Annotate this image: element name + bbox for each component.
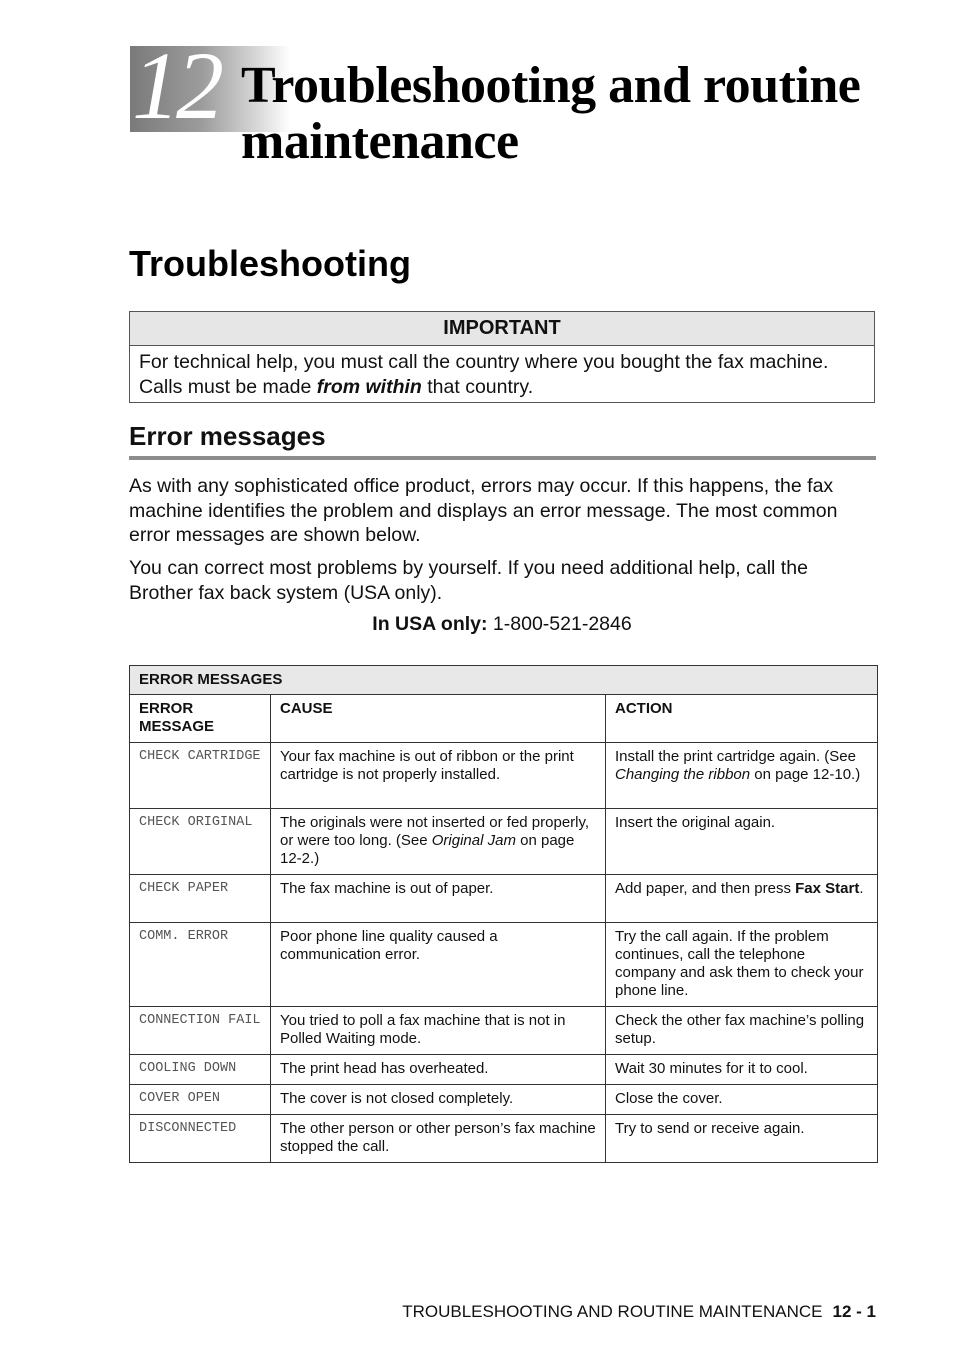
fax-start-key: Fax Start bbox=[795, 880, 860, 897]
error-cause: The fax machine is out of paper. bbox=[271, 875, 606, 923]
error-code: CONNECTION FAIL bbox=[130, 1007, 271, 1055]
table-row bbox=[130, 743, 878, 809]
col-header-action: ACTION bbox=[606, 695, 878, 743]
error-code: CHECK PAPER bbox=[130, 875, 271, 923]
cause-text-end: on page 12-2.) bbox=[280, 832, 575, 867]
error-action: Check the other fax machine’s polling setup. bbox=[606, 1007, 878, 1055]
error-messages-table bbox=[129, 665, 878, 1163]
usa-phone-line bbox=[0, 612, 954, 636]
error-code: COVER OPEN bbox=[130, 1085, 271, 1115]
error-action bbox=[606, 875, 878, 923]
cause-text-start: The originals were not inserted or fed properly, or were too long. (See bbox=[280, 814, 590, 849]
page-footer bbox=[402, 1301, 876, 1323]
error-action bbox=[606, 743, 878, 809]
error-code: CHECK ORIGINAL bbox=[130, 809, 271, 875]
action-emphasis: Changing the ribbon bbox=[615, 766, 751, 783]
error-cause: Your fax machine is out of ribbon or the print cartridge is not properly installed. bbox=[271, 743, 606, 809]
usa-label: In USA only: bbox=[372, 613, 488, 635]
table-row bbox=[130, 1055, 878, 1085]
error-cause: Poor phone line quality caused a communication error. bbox=[271, 923, 606, 1007]
error-cause: The cover is not closed completely. bbox=[271, 1085, 606, 1115]
section-title: Troubleshooting bbox=[129, 243, 411, 284]
chapter-number: 12 bbox=[132, 32, 220, 139]
important-line-1: For technical help, you must call the country where you bought the fax machine. bbox=[139, 351, 829, 373]
table-row bbox=[130, 1115, 878, 1163]
error-action: Wait 30 minutes for it to cool. bbox=[606, 1055, 878, 1085]
error-code: DISCONNECTED bbox=[130, 1115, 271, 1163]
action-text-end: . bbox=[859, 880, 864, 897]
action-text-start: Add paper, and then press bbox=[615, 880, 796, 897]
intro-paragraph: As with any sophisticated office product, errors may occur. If this happens, the fax machine identifies the problem and displays an error message. The most common error messages are shown below. bbox=[129, 475, 838, 546]
help-paragraph: You can correct most problems by yourself. If you need additional help, call the Brother fax back system (USA only). bbox=[129, 557, 808, 604]
table-row bbox=[130, 1085, 878, 1115]
cause-emphasis: Original Jam bbox=[431, 832, 516, 849]
heading-rule bbox=[129, 456, 876, 460]
error-cause: You tried to poll a fax machine that is not in Polled Waiting mode. bbox=[271, 1007, 606, 1055]
error-code: COMM. ERROR bbox=[130, 923, 271, 1007]
table-caption: ERROR MESSAGES bbox=[130, 666, 878, 695]
important-emphasis: from within bbox=[316, 376, 422, 398]
usa-phone: 1-800-521-2846 bbox=[487, 613, 632, 635]
error-cause: The other person or other person’s fax machine stopped the call. bbox=[271, 1115, 606, 1163]
error-cause: The print head has overheated. bbox=[271, 1055, 606, 1085]
col-header-error-message: ERROR MESSAGE bbox=[130, 695, 271, 743]
table-row bbox=[130, 923, 878, 1007]
action-text-end: on page 12-10.) bbox=[750, 766, 861, 783]
important-heading: IMPORTANT bbox=[130, 312, 874, 346]
action-text-start: Install the print cartridge again. (See bbox=[615, 748, 856, 765]
error-action: Close the cover. bbox=[606, 1085, 878, 1115]
error-action: Insert the original again. bbox=[606, 809, 878, 875]
important-line-2 bbox=[139, 375, 865, 400]
error-action: Try to send or receive again. bbox=[606, 1115, 878, 1163]
error-action: Try the call again. If the problem continues, call the telephone company and ask them to check your phone line. bbox=[606, 923, 878, 1007]
table-row bbox=[130, 1007, 878, 1055]
important-notice bbox=[129, 311, 875, 403]
error-code: COOLING DOWN bbox=[130, 1055, 271, 1085]
footer-title: TROUBLESHOOTING AND ROUTINE MAINTENANCE bbox=[402, 1302, 823, 1321]
error-cause bbox=[271, 809, 606, 875]
table-header-row bbox=[130, 695, 878, 743]
important-line-2-end: that country. bbox=[421, 376, 534, 398]
error-messages-heading: Error messages bbox=[129, 421, 326, 451]
chapter-title: Troubleshooting and routine maintenance bbox=[241, 57, 861, 170]
table-row bbox=[130, 875, 878, 923]
table-caption-row bbox=[130, 666, 878, 695]
col-header-cause: CAUSE bbox=[271, 695, 606, 743]
error-code: CHECK CARTRIDGE bbox=[130, 743, 271, 809]
important-text bbox=[130, 346, 874, 404]
table-row bbox=[130, 809, 878, 875]
important-line-2-start: Calls must be made bbox=[139, 376, 317, 398]
page-number: 12 - 1 bbox=[832, 1302, 876, 1321]
